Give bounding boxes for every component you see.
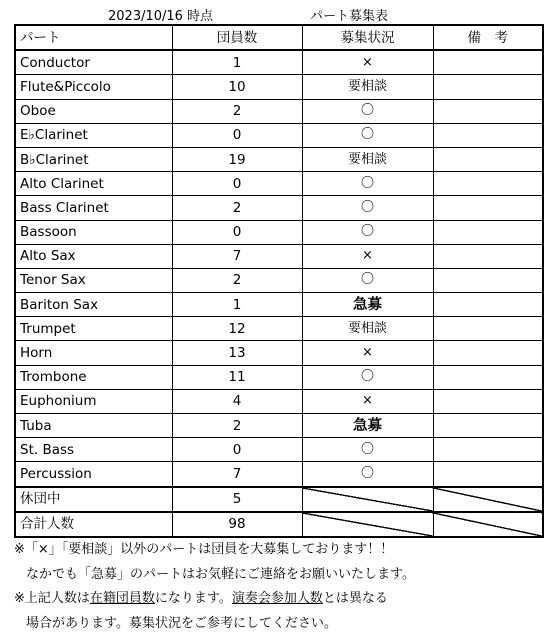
member-count: 19 (172, 147, 302, 171)
table-row (15, 123, 543, 147)
part-name: Horn (15, 341, 172, 365)
part-name: Oboe (15, 99, 172, 123)
remarks-cell (433, 172, 543, 196)
member-count: 2 (172, 99, 302, 123)
part-name: Conductor (15, 50, 172, 75)
footnote-text: とは異なる (322, 591, 388, 606)
part-name: B♭Clarinet (15, 147, 172, 171)
part-recruitment-table (14, 24, 544, 538)
remarks-cell (433, 341, 543, 365)
part-name: Alto Sax (15, 244, 172, 268)
part-name: E♭Clarinet (15, 123, 172, 147)
member-count: 1 (172, 50, 302, 75)
part-name: Percussion (15, 462, 172, 487)
on-leave-label: 休団中 (15, 487, 172, 512)
recruitment-status: 〇 (302, 365, 433, 389)
recruitment-status: 要相談 (302, 75, 433, 99)
column-header-status: 募集状況 (302, 25, 433, 50)
member-count: 0 (172, 123, 302, 147)
member-count: 0 (172, 172, 302, 196)
part-name: Trumpet (15, 317, 172, 341)
table-row (15, 341, 543, 365)
remarks-cell (433, 365, 543, 389)
column-header-part: パート (15, 25, 172, 50)
enrolled-members-term: 在籍団員数 (89, 591, 155, 606)
table-row (15, 438, 543, 462)
sheet-header (0, 4, 556, 24)
blank-status-cell (302, 487, 433, 512)
recruitment-status: 急募 (302, 414, 433, 438)
part-name: Bassoon (15, 220, 172, 244)
part-name: Trombone (15, 365, 172, 389)
table-row (15, 293, 543, 317)
recruitment-status: 〇 (302, 268, 433, 292)
part-name: Flute&Piccolo (15, 75, 172, 99)
as-of-date: 2023/10/16 時点 (108, 9, 214, 24)
member-count: 2 (172, 268, 302, 292)
member-count: 1 (172, 293, 302, 317)
remarks-cell (433, 196, 543, 220)
table-header-row (15, 25, 543, 50)
footnote-text: になります。 (154, 591, 232, 606)
remarks-cell (433, 123, 543, 147)
remarks-cell (433, 244, 543, 268)
recruitment-status: × (302, 389, 433, 413)
on-leave-row (15, 487, 543, 512)
recruitment-status: × (302, 50, 433, 75)
recruitment-status: 要相談 (302, 317, 433, 341)
remarks-cell (433, 462, 543, 487)
remarks-cell (433, 50, 543, 75)
total-members: 98 (172, 512, 302, 537)
table-row (15, 244, 543, 268)
recruitment-status: 急募 (302, 293, 433, 317)
table-row (15, 196, 543, 220)
table-row (15, 50, 543, 75)
member-count: 2 (172, 414, 302, 438)
column-header-notes: 備 考 (433, 25, 543, 50)
table-row (15, 268, 543, 292)
member-count: 2 (172, 196, 302, 220)
member-count: 7 (172, 244, 302, 268)
remarks-cell (433, 389, 543, 413)
part-name: Tenor Sax (15, 268, 172, 292)
member-count: 7 (172, 462, 302, 487)
part-name: Euphonium (15, 389, 172, 413)
recruitment-status: 〇 (302, 123, 433, 147)
total-label: 合計人数 (15, 512, 172, 537)
recruitment-status: 〇 (302, 196, 433, 220)
concert-participants-term: 演奏会参加人数 (231, 591, 323, 606)
remarks-cell (433, 220, 543, 244)
part-name: Alto Clarinet (15, 172, 172, 196)
footnote-text: ※上記人数は (14, 591, 90, 606)
remarks-cell (433, 317, 543, 341)
footnote-reference: 場合があります。募集状況をご参考にしてください。 (26, 615, 337, 631)
remarks-cell (433, 293, 543, 317)
remarks-cell (433, 438, 543, 462)
member-count: 4 (172, 389, 302, 413)
remarks-cell (433, 99, 543, 123)
table-row (15, 172, 543, 196)
member-count: 10 (172, 75, 302, 99)
recruitment-status: 〇 (302, 438, 433, 462)
remarks-cell (433, 147, 543, 171)
table-row (15, 365, 543, 389)
footnote-counts (14, 587, 554, 612)
table-row (15, 220, 543, 244)
table-row (15, 462, 543, 487)
recruitment-status: × (302, 244, 433, 268)
table-row (15, 317, 543, 341)
member-count: 13 (172, 341, 302, 365)
table-row (15, 147, 543, 171)
part-name: Bariton Sax (15, 293, 172, 317)
table-row (15, 389, 543, 413)
footnote-urgent: なかでも「急募」のパートはお気軽にご連絡をお願いいたします。 (26, 566, 415, 582)
table-row (15, 75, 543, 99)
part-name: Tuba (15, 414, 172, 438)
remarks-cell (433, 414, 543, 438)
footnotes (14, 538, 554, 636)
member-count: 0 (172, 438, 302, 462)
total-row (15, 512, 543, 537)
member-count: 11 (172, 365, 302, 389)
blank-note-cell (433, 487, 543, 512)
blank-note-cell (433, 512, 543, 537)
recruitment-status: 〇 (302, 172, 433, 196)
part-name: St. Bass (15, 438, 172, 462)
recruitment-status: 〇 (302, 462, 433, 487)
table-row (15, 99, 543, 123)
sheet-title: パート募集表 (310, 9, 389, 24)
remarks-cell (433, 75, 543, 99)
recruitment-status: 〇 (302, 99, 433, 123)
part-name: Bass Clarinet (15, 196, 172, 220)
recruitment-status: 〇 (302, 220, 433, 244)
member-count: 12 (172, 317, 302, 341)
on-leave-members: 5 (172, 487, 302, 512)
footnote-recruiting: ※「×」「要相談」以外のパートは団員を大募集しております！！ (14, 542, 394, 557)
blank-status-cell (302, 512, 433, 537)
remarks-cell (433, 268, 543, 292)
recruitment-status: 要相談 (302, 147, 433, 171)
column-header-members: 団員数 (172, 25, 302, 50)
member-count: 0 (172, 220, 302, 244)
recruitment-status: × (302, 341, 433, 365)
table-row (15, 414, 543, 438)
